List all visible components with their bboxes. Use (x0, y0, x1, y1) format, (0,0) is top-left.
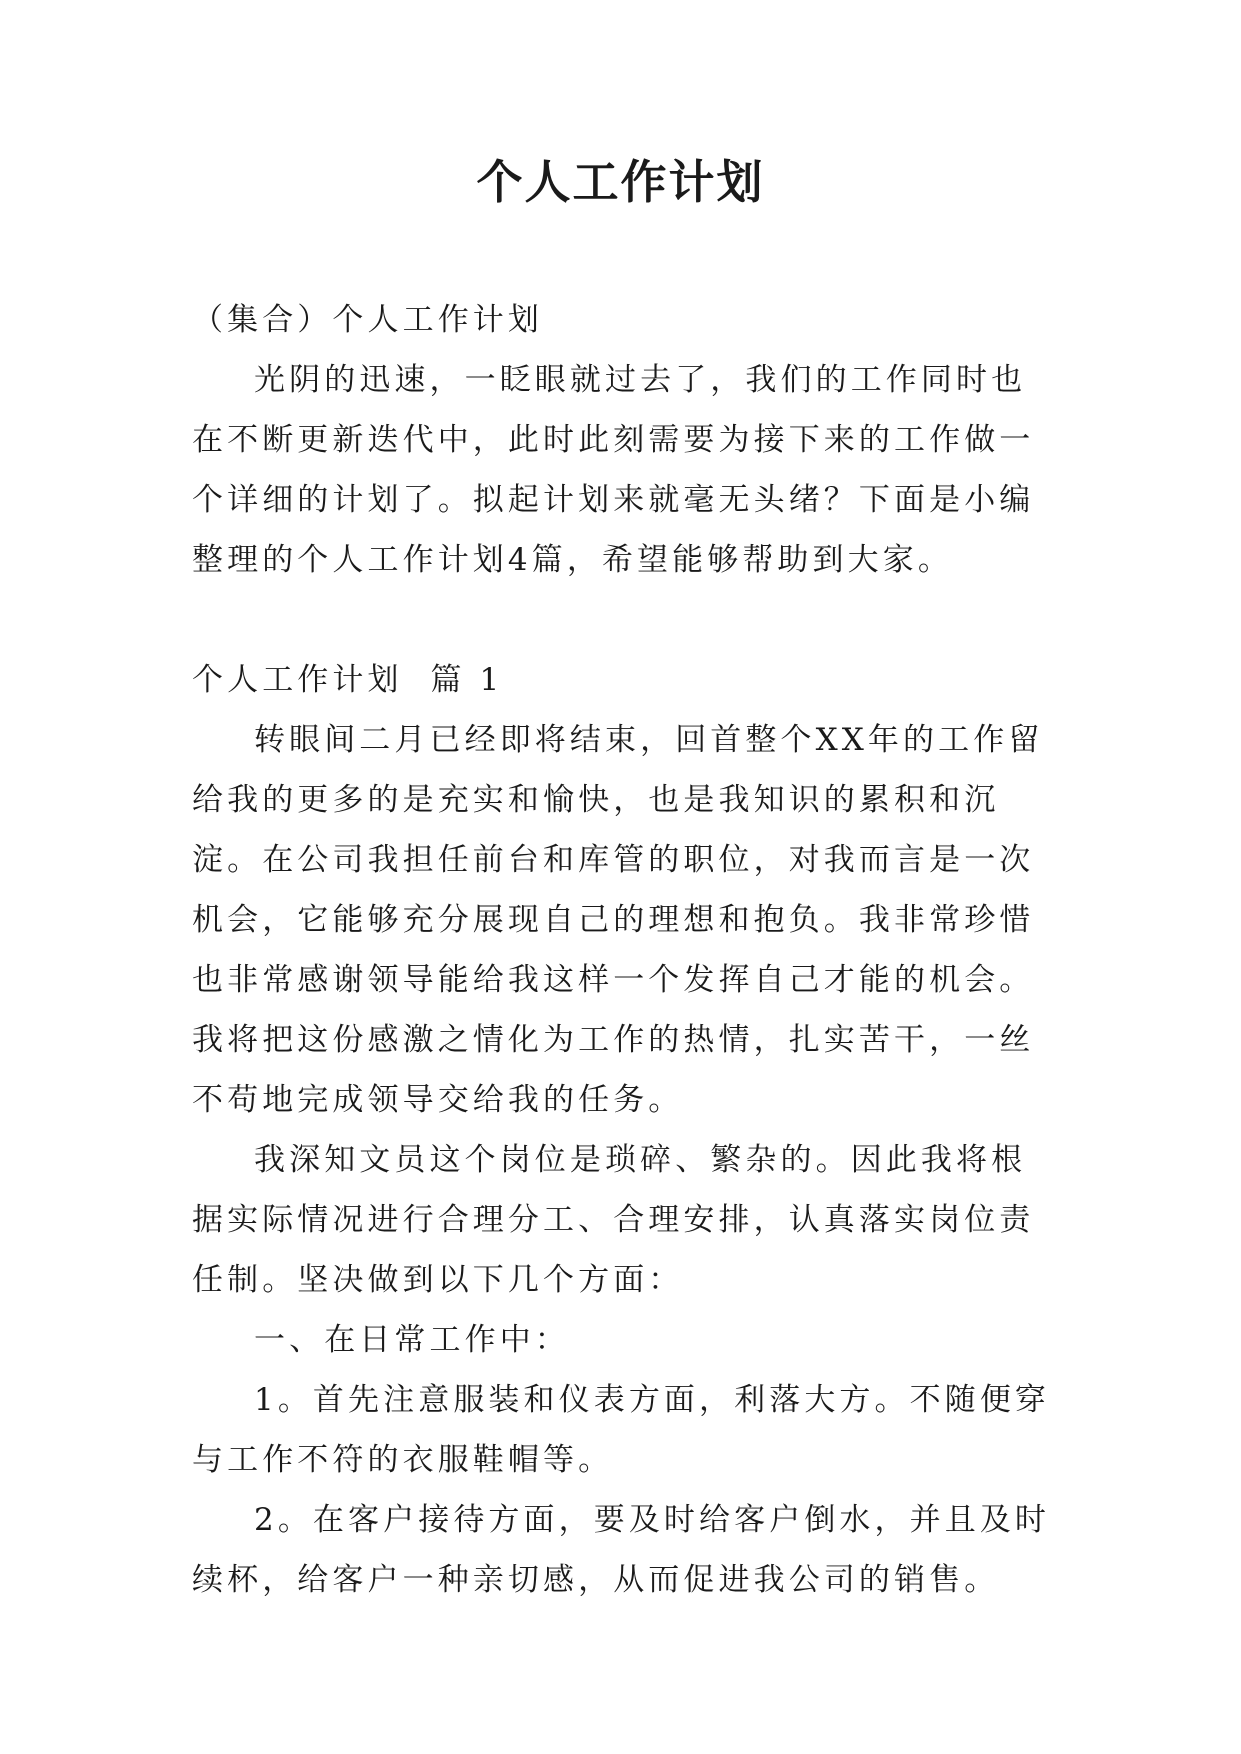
body-paragraph: 转眼间二月已经即将结束，回首整个XX年的工作留给我的更多的是充实和愉快，也是我知识的累积和沉淀。在公司我担任前台和库管的职位，对我而言是一次机会，它能够充分展现自己的理想和抱负。我非常珍惜也非常感谢领导能给我这样一个发挥自己才能的机会。我将把这份感激之情化为工作的热情，扎实苦干，一丝不苟地完成领导交给我的任务。 (192, 722, 1044, 1118)
document-subtitle: （集合）个人工作计划 (192, 302, 543, 338)
document-title: 个人工作计划 (476, 155, 765, 209)
list-item: 2。在客户接待方面，要及时给客户倒水，并且及时续杯，给客户一种亲切感，从而促进我公司的销售。 (192, 1502, 1051, 1598)
body-paragraph: 我深知文员这个岗位是琐碎、繁杂的。因此我将根据实际情况进行合理分工、合理安排，认真落实岗位责任制。坚决做到以下几个方面： (192, 1142, 1035, 1298)
section-heading: 个人工作计划 篇 1 (192, 662, 504, 698)
intro-paragraph: 光阴的迅速，一眨眼就过去了，我们的工作同时也在不断更新迭代中，此时此刻需要为接下来的工作做一个详细的计划了。拟起计划来就毫无头绪？下面是小编整理的个人工作计划4篇，希望能够帮助到大家。 (192, 362, 1035, 578)
document-body (192, 290, 1054, 1610)
list-item: 1。首先注意服装和仪表方面，利落大方。不随便穿与工作不符的衣服鞋帽等。 (192, 1382, 1051, 1478)
list-heading: 一、在日常工作中： (254, 1322, 570, 1358)
